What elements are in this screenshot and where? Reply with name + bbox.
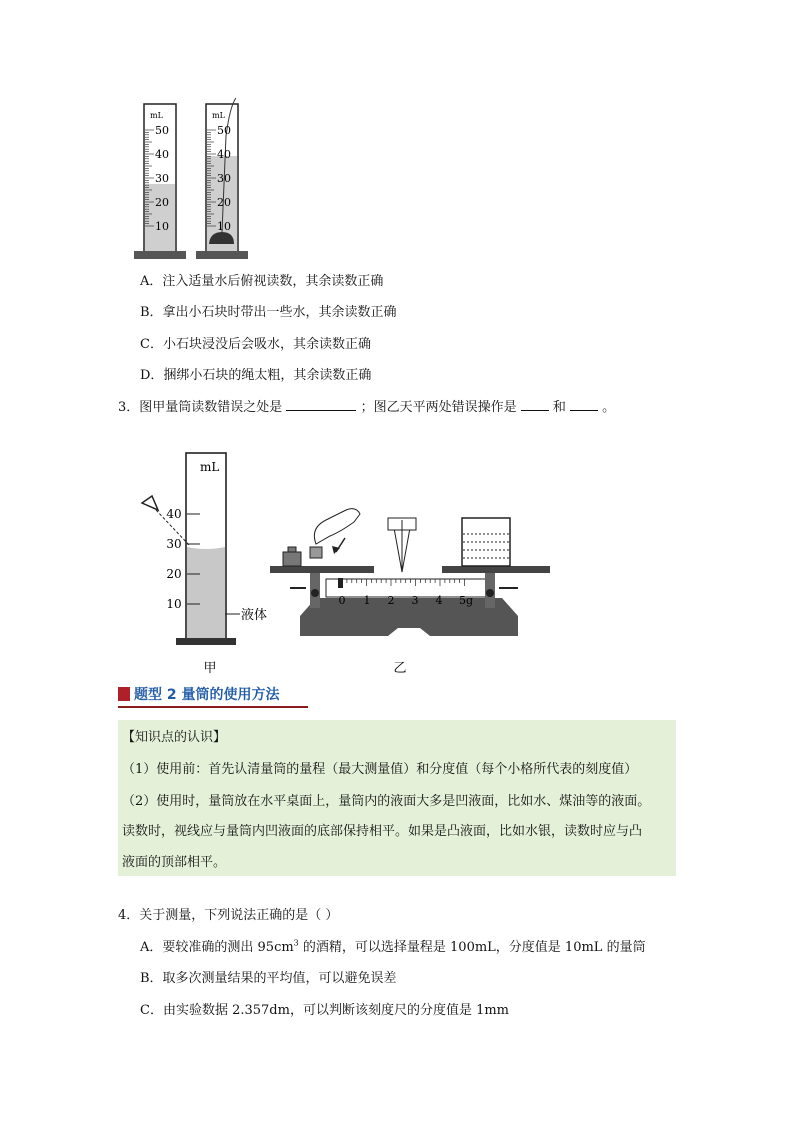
cylinder-right-unit: mL bbox=[212, 111, 225, 120]
q4-option-a-sup: 3 bbox=[293, 938, 299, 948]
cylinder-right-tick-label: 10 bbox=[217, 220, 231, 233]
q4-option-a-text-1: A．要较准确的测出 95cm bbox=[140, 940, 294, 955]
q2-option-b: B．拿出小石块时带出一些水，其余读数正确 bbox=[140, 305, 397, 320]
scale-label-0: 0 bbox=[338, 594, 346, 607]
knowledge-line-1: （1）使用前：首先认清量筒的量程（最大测量值）和分度值（每个小格所代表的刻度值） bbox=[122, 762, 638, 777]
q3-text-2: ；图乙天平两处错误操作是 bbox=[360, 400, 517, 415]
q4-option-c: C．由实验数据 2.357dm，可以判断该刻度尺的分度值是 1mm bbox=[140, 1003, 510, 1018]
knowledge-heading: 【知识点的认识】 bbox=[122, 730, 227, 745]
fig3-tick-20: 20 bbox=[166, 567, 182, 581]
cylinder-left-unit: mL bbox=[150, 111, 163, 120]
cylinder-left-tick-label: 20 bbox=[155, 196, 169, 209]
cylinder-right-tick-label: 40 bbox=[217, 148, 231, 161]
weight-small-icon bbox=[310, 547, 322, 558]
fig3-balance bbox=[270, 509, 550, 676]
cylinder-right bbox=[196, 98, 248, 259]
q4-option-b: B．取多次测量结果的平均值，可以避免误差 bbox=[140, 971, 397, 986]
cylinder-right-tick-label: 50 bbox=[217, 124, 231, 137]
fig3-caption-left: 甲 bbox=[203, 661, 217, 676]
cylinder-left-tick-label: 30 bbox=[155, 172, 169, 185]
q2-option-d: D．捆绑小石块的绳太粗，其余读数正确 bbox=[140, 368, 372, 383]
question-3 bbox=[118, 396, 615, 415]
scale-label-4: 4 bbox=[435, 594, 443, 607]
cylinder-left-tick-label: 50 bbox=[155, 124, 169, 137]
q4-option-a bbox=[140, 936, 646, 955]
knowledge-line-2: （2）使用时，量筒放在水平桌面上，量筒内的液面大多是凹液面，比如水、煤油等的液面。 bbox=[122, 794, 651, 809]
fig3-tick-10: 10 bbox=[166, 597, 182, 611]
cylinder-right-tick-label: 30 bbox=[217, 172, 231, 185]
q3-text-4: 。 bbox=[602, 400, 616, 415]
q2-option-a: A．注入适量水后俯视读数，其余读数正确 bbox=[140, 274, 384, 289]
top-cylinders-figure bbox=[130, 96, 260, 262]
cylinder-left-tick-label: 40 bbox=[155, 148, 169, 161]
scale-label-1: 1 bbox=[363, 594, 371, 607]
hand-icon bbox=[314, 509, 360, 544]
scale-label-3: 3 bbox=[411, 594, 419, 607]
rider-icon bbox=[338, 578, 343, 588]
fig3-cylinder bbox=[142, 453, 267, 676]
cylinder-right-tick-label: 20 bbox=[217, 196, 231, 209]
q3-blank-2[interactable] bbox=[521, 398, 549, 411]
scale-label-2: 2 bbox=[387, 594, 395, 607]
scale-label-5g: 5g bbox=[458, 594, 474, 607]
fig3-liquid-label: 液体 bbox=[241, 608, 268, 623]
q4-option-a-text-2: 的酒精，可以选择量程是 100mL，分度值是 10mL 的量筒 bbox=[298, 940, 646, 955]
fig3-tick-30: 30 bbox=[166, 537, 182, 551]
question-4-stem: 4．关于测量，下列说法正确的是（ ） bbox=[118, 908, 339, 923]
knowledge-box bbox=[118, 720, 676, 876]
cylinder-left-tick-label: 10 bbox=[155, 220, 169, 233]
q3-text-1: 3．图甲量筒读数错误之处是 bbox=[118, 400, 283, 415]
weight-large-icon bbox=[283, 552, 301, 566]
fig3-cylinder-unit: mL bbox=[200, 460, 220, 474]
cylinder-left bbox=[134, 104, 186, 259]
knowledge-line-3: 读数时，视线应与量筒内凹液面的底部保持相平。如果是凸液面，比如水银，读数时应与凸 bbox=[122, 824, 643, 839]
fig3-tick-40: 40 bbox=[166, 507, 182, 521]
figure-3 bbox=[130, 448, 550, 684]
section-header bbox=[118, 684, 308, 708]
q3-blank-3[interactable] bbox=[570, 398, 598, 411]
fig3-caption-right: 乙 bbox=[393, 661, 407, 676]
section-title: 题型 2 量筒的使用方法 bbox=[134, 687, 280, 703]
q2-option-c: C．小石块浸没后会吸水，其余读数正确 bbox=[140, 337, 371, 352]
eye-icon bbox=[142, 496, 158, 510]
q3-blank-1[interactable] bbox=[286, 398, 356, 411]
section-marker-icon bbox=[118, 687, 130, 701]
knowledge-line-4: 液面的顶部相平。 bbox=[122, 855, 227, 870]
q3-text-3: 和 bbox=[552, 400, 566, 415]
